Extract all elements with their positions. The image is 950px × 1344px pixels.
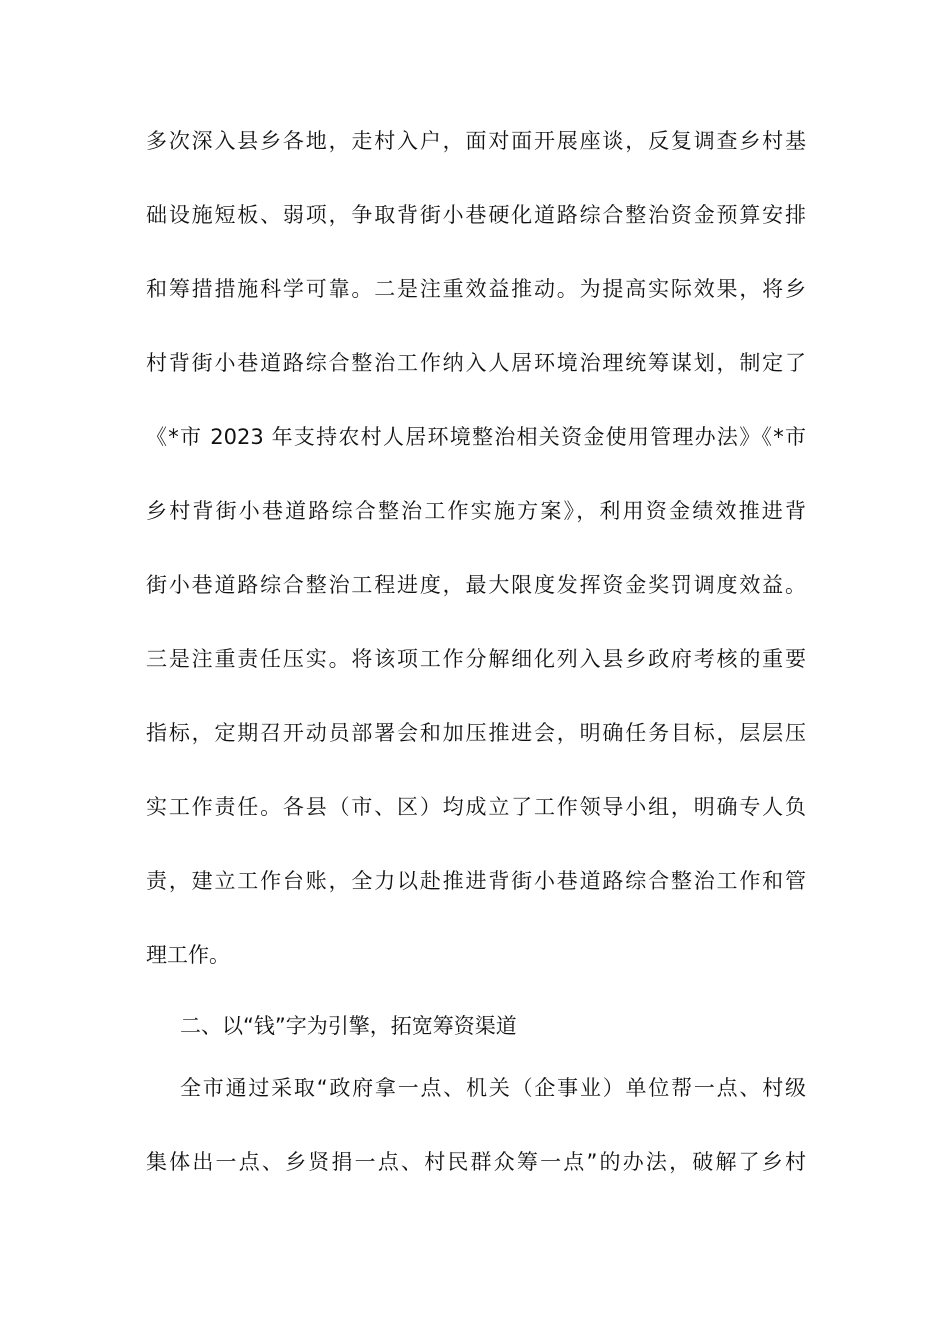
text-line: 全市通过采取“政府拿一点、机关（企事业）单位帮一点、村级 bbox=[180, 1076, 806, 1100]
text-line: 础设施短板、弱项，争取背街小巷硬化道路综合整治资金预算安排 bbox=[146, 203, 806, 227]
text-line: 集体出一点、乡贤捐一点、村民群众筹一点”的办法，破解了乡村 bbox=[146, 1150, 806, 1174]
text-line: 乡村背街小巷道路综合整治工作实施方案》，利用资金绩效推进背 bbox=[146, 499, 806, 523]
text-line: 多次深入县乡各地，走村入户，面对面开展座谈，反复调查乡村基 bbox=[146, 129, 806, 153]
text-line: 指标，定期召开动员部署会和加压推进会，明确任务目标，层层压 bbox=[146, 721, 806, 745]
section-heading: 二、以“钱”字为引擎，拓宽筹资渠道 bbox=[180, 1014, 517, 1038]
text-line: 理工作。 bbox=[146, 943, 230, 967]
text-line: 和筹措措施科学可靠。二是注重效益推动。为提高实际效果，将乡 bbox=[146, 277, 806, 301]
text-line: 街小巷道路综合整治工程进度，最大限度发挥资金奖罚调度效益。 bbox=[146, 573, 806, 597]
text-line: 村背街小巷道路综合整治工作纳入人居环境治理统筹谋划，制定了 bbox=[146, 351, 806, 375]
text-line: 三是注重责任压实。将该项工作分解细化列入县乡政府考核的重要 bbox=[146, 647, 806, 671]
text-line: 《*市 2023 年支持农村人居环境整治相关资金使用管理办法》《*市 bbox=[146, 425, 806, 449]
text-line: 责，建立工作台账，全力以赴推进背街小巷道路综合整治工作和管 bbox=[146, 869, 806, 893]
text-line: 实工作责任。各县（市、区）均成立了工作领导小组，明确专人负 bbox=[146, 795, 806, 819]
